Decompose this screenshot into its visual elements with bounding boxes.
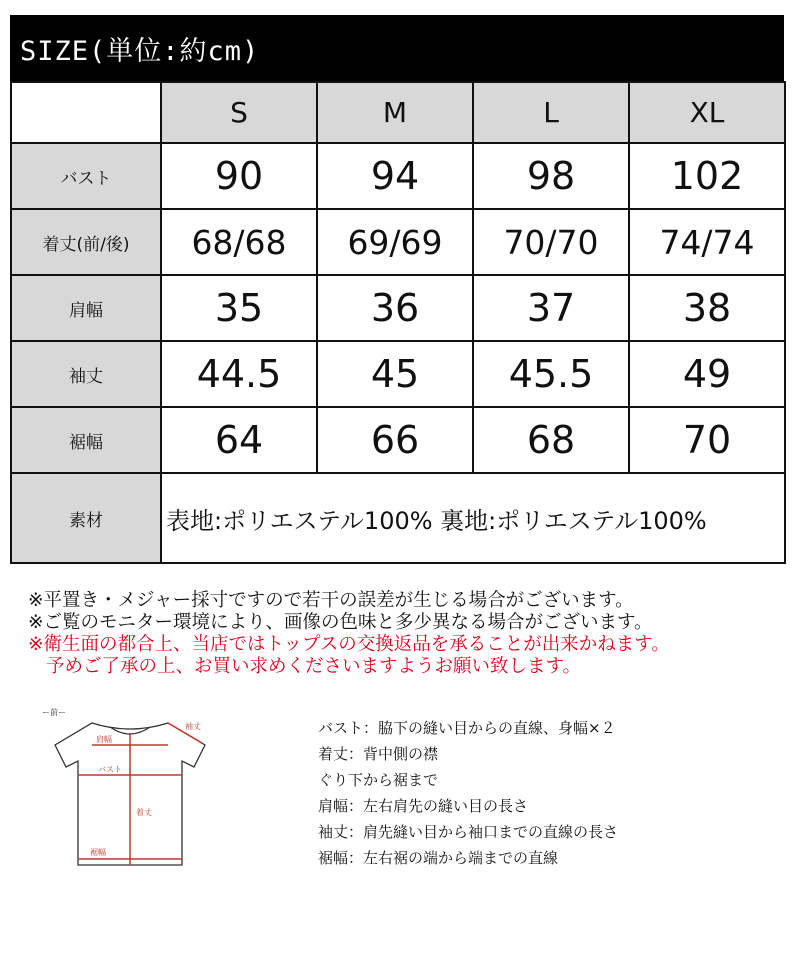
row-label: 袖丈 — [11, 341, 161, 407]
size-title-bar — [10, 15, 784, 81]
table-cell: 74/74 — [629, 209, 785, 275]
table-cell: 49 — [629, 341, 785, 407]
table-cell: 69/69 — [317, 209, 473, 275]
legend-item: 裾幅：左右裾の端から端までの直線 — [318, 849, 559, 867]
legend-item: 袖丈：肩先縫い目から袖口までの直線の長さ — [318, 823, 619, 841]
legend-item: 着丈：背中側の襟 — [318, 745, 439, 763]
warning-note-line: ※衛生面の都合上、当店ではトップスの交換返品を承ることが出来かねます。 — [28, 634, 670, 655]
measurement-legend — [318, 715, 618, 871]
row-label: 裾幅 — [11, 407, 161, 473]
table-cell: 64 — [161, 407, 317, 473]
row-label: バスト — [11, 143, 161, 209]
table-cell: 38 — [629, 275, 785, 341]
table-cell: 44.5 — [161, 341, 317, 407]
table-row-sleeve — [11, 341, 785, 407]
notes-block — [28, 590, 788, 678]
table-cell: 90 — [161, 143, 317, 209]
row-label: 肩幅 — [11, 275, 161, 341]
header-blank-cell — [11, 82, 161, 143]
table-cell: 35 — [161, 275, 317, 341]
material-text: 表地:ポリエステル100% 裏地:ポリエステル100% — [161, 473, 785, 563]
table-cell: 68/68 — [161, 209, 317, 275]
warning-note-line: 予めご了承の上、お買い求めくださいますようお願い致します。 — [46, 656, 582, 677]
table-row-length — [11, 209, 785, 275]
table-row-material — [11, 473, 785, 563]
legend-item: ぐり下から裾まで — [318, 771, 439, 789]
garment-diagram — [40, 705, 220, 885]
note-line: ※平置き・メジャー採寸ですので若干の誤差が生じる場合がございます。 — [28, 590, 634, 611]
table-cell: 98 — [473, 143, 629, 209]
row-label: 素材 — [11, 473, 161, 563]
table-cell: 66 — [317, 407, 473, 473]
table-cell: 94 — [317, 143, 473, 209]
size-header-l: L — [473, 82, 629, 143]
diagram-length-label: 着丈 — [136, 808, 152, 817]
table-cell: 70 — [629, 407, 785, 473]
table-row-hem — [11, 407, 785, 473]
legend-item: バスト：脇下の縫い目からの直線、身幅×２ — [318, 719, 616, 737]
diagram-shoulder-label: 肩幅 — [96, 735, 112, 744]
size-title: SIZE(単位:約cm) — [20, 35, 260, 67]
diagram-hem-label: 裾幅 — [90, 848, 106, 857]
legend-item: 肩幅：左右肩先の縫い目の長さ — [318, 797, 529, 815]
table-cell: 102 — [629, 143, 785, 209]
table-cell: 36 — [317, 275, 473, 341]
size-header-row — [11, 82, 785, 143]
table-cell: 45 — [317, 341, 473, 407]
table-row-bust — [11, 143, 785, 209]
diagram-sleeve-label: 袖丈 — [185, 722, 201, 731]
table-cell: 45.5 — [473, 341, 629, 407]
diagram-front-label: ー前ー — [42, 708, 66, 717]
row-label: 着丈(前/後) — [11, 209, 161, 275]
size-header-s: S — [161, 82, 317, 143]
note-line: ※ご覧のモニター環境により、画像の色味と多少異なる場合がございます。 — [28, 612, 653, 633]
table-cell: 70/70 — [473, 209, 629, 275]
table-row-shoulder — [11, 275, 785, 341]
diagram-bust-label: バスト — [98, 765, 122, 774]
size-table — [10, 81, 786, 564]
size-header-m: M — [317, 82, 473, 143]
size-header-xl: XL — [629, 82, 785, 143]
table-cell: 68 — [473, 407, 629, 473]
table-cell: 37 — [473, 275, 629, 341]
